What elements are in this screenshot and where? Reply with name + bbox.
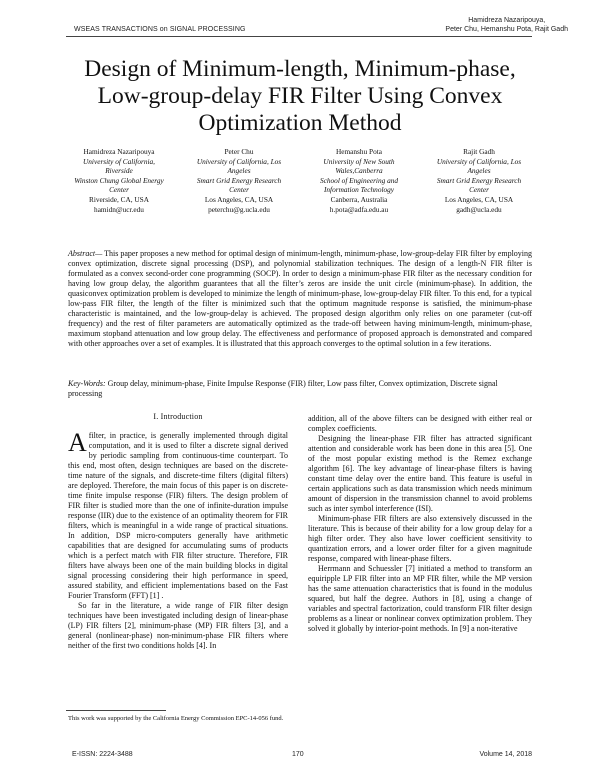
author-affiliation: University of California, Los (196, 156, 282, 166)
right-column (308, 414, 532, 634)
author-4 (420, 147, 538, 214)
author-name: Hamidreza Nazaripouya (83, 147, 155, 156)
author-affiliation: Smart Grid Energy Research (436, 175, 522, 185)
author-email: hamidn@ucr.edu (94, 204, 144, 214)
author-affiliation: Wales,Canberra (335, 166, 383, 176)
paragraph-text: filter, in practice, is generally implemented through digital computation, and it is used to filter a discrete signal derived by periodic sampling from continuous-time counterpart. To this end, most often, design techniques are based on the discrete-time nature of the signals, and discrete-time filters (digital filters) are deployed. Therefore, the main focus of this paper is on discrete-time finite impulse response (FIR) filters. The design problem of FIR filter is studied more than the one of infinite-duration impulse response (IIR) due to the existence of an optimality theorem for FIR filters, which is meaningful in a wide range of practical situations. In addition, DSP micro-computers generally have arithmetic capabilities that are designed for accumulating sums of products which is a perfect match with FIR filter structure. Therefore, FIR filters have always been one of the main building blocks in digital signal processing considering their high performance in speed, assured stability, and efficient implementations based on the Fast Fourier Transform (FFT) [1] . (68, 431, 288, 600)
keywords-label: Key-Words: (68, 379, 106, 388)
title-line-2: Low-group-delay FIR Filter Using Convex (97, 83, 503, 109)
author-affiliation: University of California, Los (436, 156, 522, 166)
author-affiliation: University of California, (83, 156, 155, 166)
body-paragraph: Herrmann and Schuessler [7] initiated a method to transform an equiripple LP FIR filter into an MP FIR filter, while the MP version has the same attenuation characteristics that is found in the modulus squared, but half the degree. Authors in [8], using a change of variables and spectral factorization, could transform FIR filter design problems as a linear or nonlinear convex optimization problem. They solved it globally by interior-point methods. In [9] a non-iterative (308, 564, 532, 633)
author-affiliation: Center (109, 185, 129, 195)
author-name: Rajit Gadh (463, 147, 495, 156)
abstract-label: Abstract— (68, 249, 103, 258)
running-header-authors (445, 16, 568, 34)
author-location: Los Angeles, CA, USA (204, 194, 274, 204)
section-heading: I. Introduction (153, 412, 203, 421)
author-email: peterchu@g.ucla.edu (208, 204, 270, 214)
drop-cap: A (68, 428, 87, 457)
author-2 (180, 147, 298, 214)
running-header-journal: WSEAS TRANSACTIONS on SIGNAL PROCESSING (74, 26, 246, 33)
author-email: gadh@ucla.edu (456, 204, 502, 214)
author-email: h.pota@adfa.edu.au (329, 204, 389, 214)
author-location: Riverside, CA, USA (89, 194, 149, 204)
body-paragraph (68, 428, 288, 601)
footer-volume: Volume 14, 2018 (479, 751, 532, 758)
author-affiliation: School of Engineering and (319, 175, 399, 185)
body-paragraph: Minimum-phase FIR filters are also extensively discussed in the literature. This is because of their ability for a low group delay for a high filter order. They also have lower coefficient sensitivity to quantization errors, and a lower order filter for a given magnitude response, compared with linear-phase filters. (308, 514, 532, 563)
paper-title (60, 56, 540, 137)
author-affiliation: Information Technology (323, 185, 395, 195)
footnote: This work was supported by the California Energy Commission EPC-14-056 fund. (68, 715, 284, 722)
keywords (68, 379, 532, 399)
author-affiliation: Angeles (467, 166, 491, 176)
author-location: Los Angeles, CA, USA (444, 194, 514, 204)
header-rule (66, 36, 532, 37)
author-affiliation: Angeles (227, 166, 251, 176)
left-column (68, 412, 288, 651)
author-1 (60, 147, 178, 214)
body-paragraph: addition, all of the above filters can be designed with either real or complex coefficients. (308, 414, 532, 433)
body-paragraph: Designing the linear-phase FIR filter has attracted significant attention and considerable work has been done in this area [5]. One of the most popular existing method is the Remez exchange algorithm [6]. The key advantage of linear-phase filters is having constant time delay over the entire band. This feature is useful in certain applications such as data transmission which needs minimum amount of dispersion in the transmission channel to avoid problems such as inter symbol interference (ISI). (308, 434, 532, 513)
running-header-authors-line1: Hamidreza Nazaripouya, (468, 17, 546, 24)
abstract-text: This paper proposes a new method for optimal design of minimum-length, minimum-phase, low-group-delay FIR filter by employing convex optimization, discrete signal processing (DSP), and polynomial stabilization techniques. The design of a length-N FIR filter is formulated as a convex second-order cone programming (SOCP). In order to design a minimum-phase FIR filter as the necessary condition for having low group delay, the algorithm guarantees that all the filter’s zeros are inside the unit circle (minimum-phase). In addition, the quasiconvex optimization problem is developed to minimize the length of minimum-phase, low-group-delay FIR filter. To this end, for a typical low-pass FIR filter, the length of the filter is minimized such that the optimum magnitude response is satisfied, the minimum-phase characteristic is maintained, and the low-group-delay is achieved. The proposed design algorithm only relies on one parameter (cut-off frequency) and the rest of filter parameters are automatically optimized as the trade-off between having minimum-length, minimum-phase, maximum stopband attenuation and low group delay. The effectiveness and performance of proposed approach is demonstrated and compared with other approaches over a set of examples. It is illustrated that this approach converges to the optimal solution in a few iterations. (68, 249, 533, 349)
running-header-authors-line2: Peter Chu, Hemanshu Pota, Rajit Gadh (445, 26, 568, 33)
author-affiliation: University of New South (323, 156, 395, 166)
title-line-3: Optimization Method (198, 110, 402, 136)
author-affiliation: Smart Grid Energy Research (196, 175, 282, 185)
footnote-rule (66, 710, 166, 711)
author-affiliation: Riverside (105, 166, 133, 176)
author-name: Peter Chu (224, 147, 254, 156)
body-paragraph: So far in the literature, a wide range of FIR filter design techniques have been investigated including design of linear-phase (LP) FIR filters [2], minimum-phase (MP) FIR filters [3], and a general (nonlinear-phase) non-minimum-phase FIR filters where neither of the first two conditions holds [4]. In (68, 601, 288, 650)
author-affiliation: Center (469, 185, 489, 195)
footer-issn: E-ISSN: 2224-3488 (72, 751, 133, 758)
author-3 (300, 147, 418, 214)
abstract (68, 249, 532, 349)
author-affiliation: Winston Chung Global Energy (74, 175, 164, 185)
title-line-1: Design of Minimum-length, Minimum-phase, (84, 56, 516, 82)
keywords-text: Group delay, minimum-phase, Finite Impulse Response (FIR) filter, Low pass filter, Convex optimization, Discrete signal processing (68, 379, 498, 399)
author-name: Hemanshu Pota (335, 147, 382, 156)
author-affiliation: Center (229, 185, 249, 195)
footer-page-number: 170 (292, 751, 304, 758)
author-location: Canberra, Australia (330, 194, 388, 204)
